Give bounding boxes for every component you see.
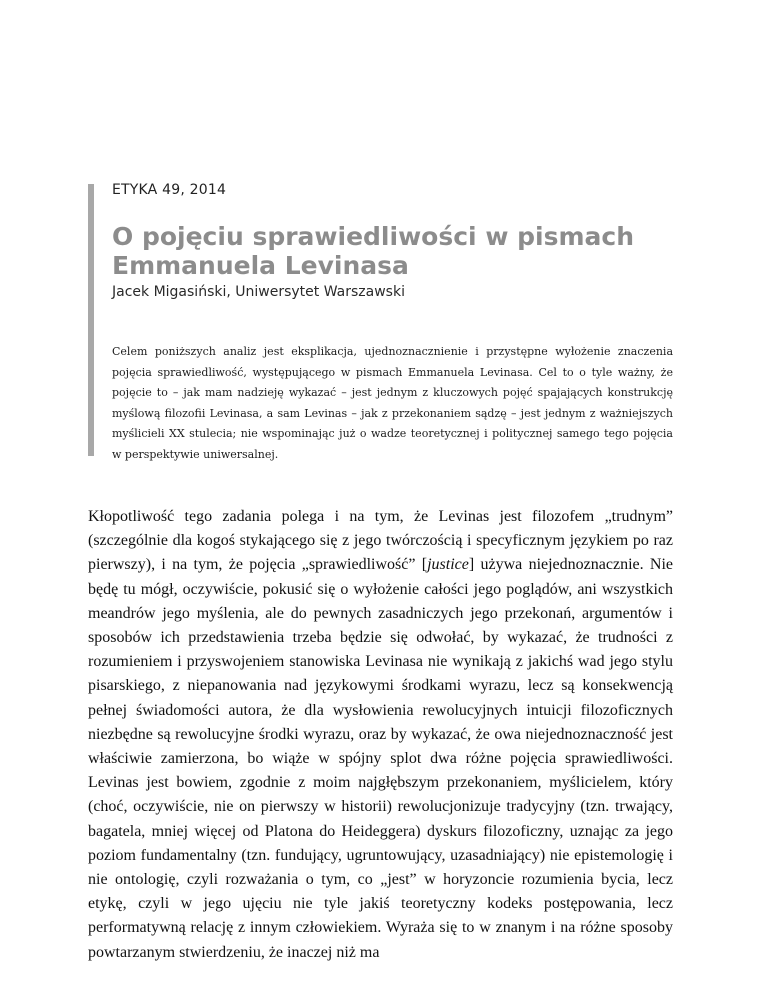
article-title: O pojęciu sprawiedliwości w pismach Emmanuela Levinasa bbox=[112, 222, 634, 280]
journal-label: ETYKA 49, 2014 bbox=[112, 182, 227, 198]
body-term-justice: justice bbox=[427, 556, 469, 574]
article-header bbox=[88, 176, 688, 461]
body-paragraph bbox=[88, 505, 673, 965]
body-text-part1: Kłopotliwość tego zadania polega i na tym, że Levinas jest filozofem „trudnym” (szczególnie dla kogoś stykającego się z jego twórczością i specyficznym językiem po raz pierwszy), i na tym, że pojęcia „sprawiedliwość” [ bbox=[88, 508, 673, 574]
header-rule bbox=[88, 184, 94, 456]
abstract: Celem poniższych analiz jest eksplikacja, ujednoznacznienie i przystępne wyłożenie znaczenia pojęcia sprawiedliwość, występującego w pismach Emmanuela Levinasa. Cel to o tyle ważny, że pojęcie to – jak mam nadzieję wykazać – jest jednym z kluczowych pojęć spajających konstrukcję myślową filozofii Levinasa, a sam Levinas – jak z przekonaniem sądzę – jest jednym z ważniejszych myślicieli XX stulecia; nie wspominając już o wadze teoretycznej i politycznej samego tego pojęcia w perspektywie uniwersalnej. bbox=[112, 345, 673, 461]
body-text-part2: ] używa niejednoznacznie. Nie będę tu mógł, oczywiście, pokusić się o wyłożenie całości jego poglądów, ani wszystkich meandrów jego myślenia, ale do pewnych zasadniczych jego przekonań, argumentów i sposobów ich przedstawienia trzeba będzie się odwołać, by wykazać, że trudności z rozumieniem i przyswojeniem stanowiska Levinasa nie wynikają z jakichś wad jego stylu pisarskiego, z niepanowania nad językowymi środkami wyrazu, lecz są konsekwencją pełnej świadomości autora, że dla wysłowienia rewolucyjnych intuicji filozoficznych niezbędne są rewolucyjne środki wyrazu, oraz by wykazać, że owa niejednoznaczność jest właściwie zamierzona, bo wiąże w spójny splot dwa różne pojęcia sprawiedliwości. Levinas jest bowiem, zgodnie z moim najgłębszym przekonaniem, myślicielem, który (choć, oczywiście, nie on pierwszy w historii) rewolucjonizuje tradycyjny (tzn. trwający, bagatela, mniej więcej od Platona do Heideggera) dyskurs filozoficzny, uznając za jego poziom fundamentalny (tzn. fundujący, ugruntowujący, uzasadniający) nie epistemologię i nie ontologię, czyli rozważania o tym, co „jest” w horyzoncie rozumienia bycia, lecz etykę, czyli w jego ujęciu nie tyle jakiś teoretyczny kodeks postępowania, lecz performatywną relację z innym człowiekiem. Wyraża się to w znanym i na różne sposoby powtarzanym stwierdzeniu, że inaczej niż ma bbox=[88, 556, 674, 961]
article-author: Jacek Migasiński, Uniwersytet Warszawski bbox=[112, 284, 405, 300]
